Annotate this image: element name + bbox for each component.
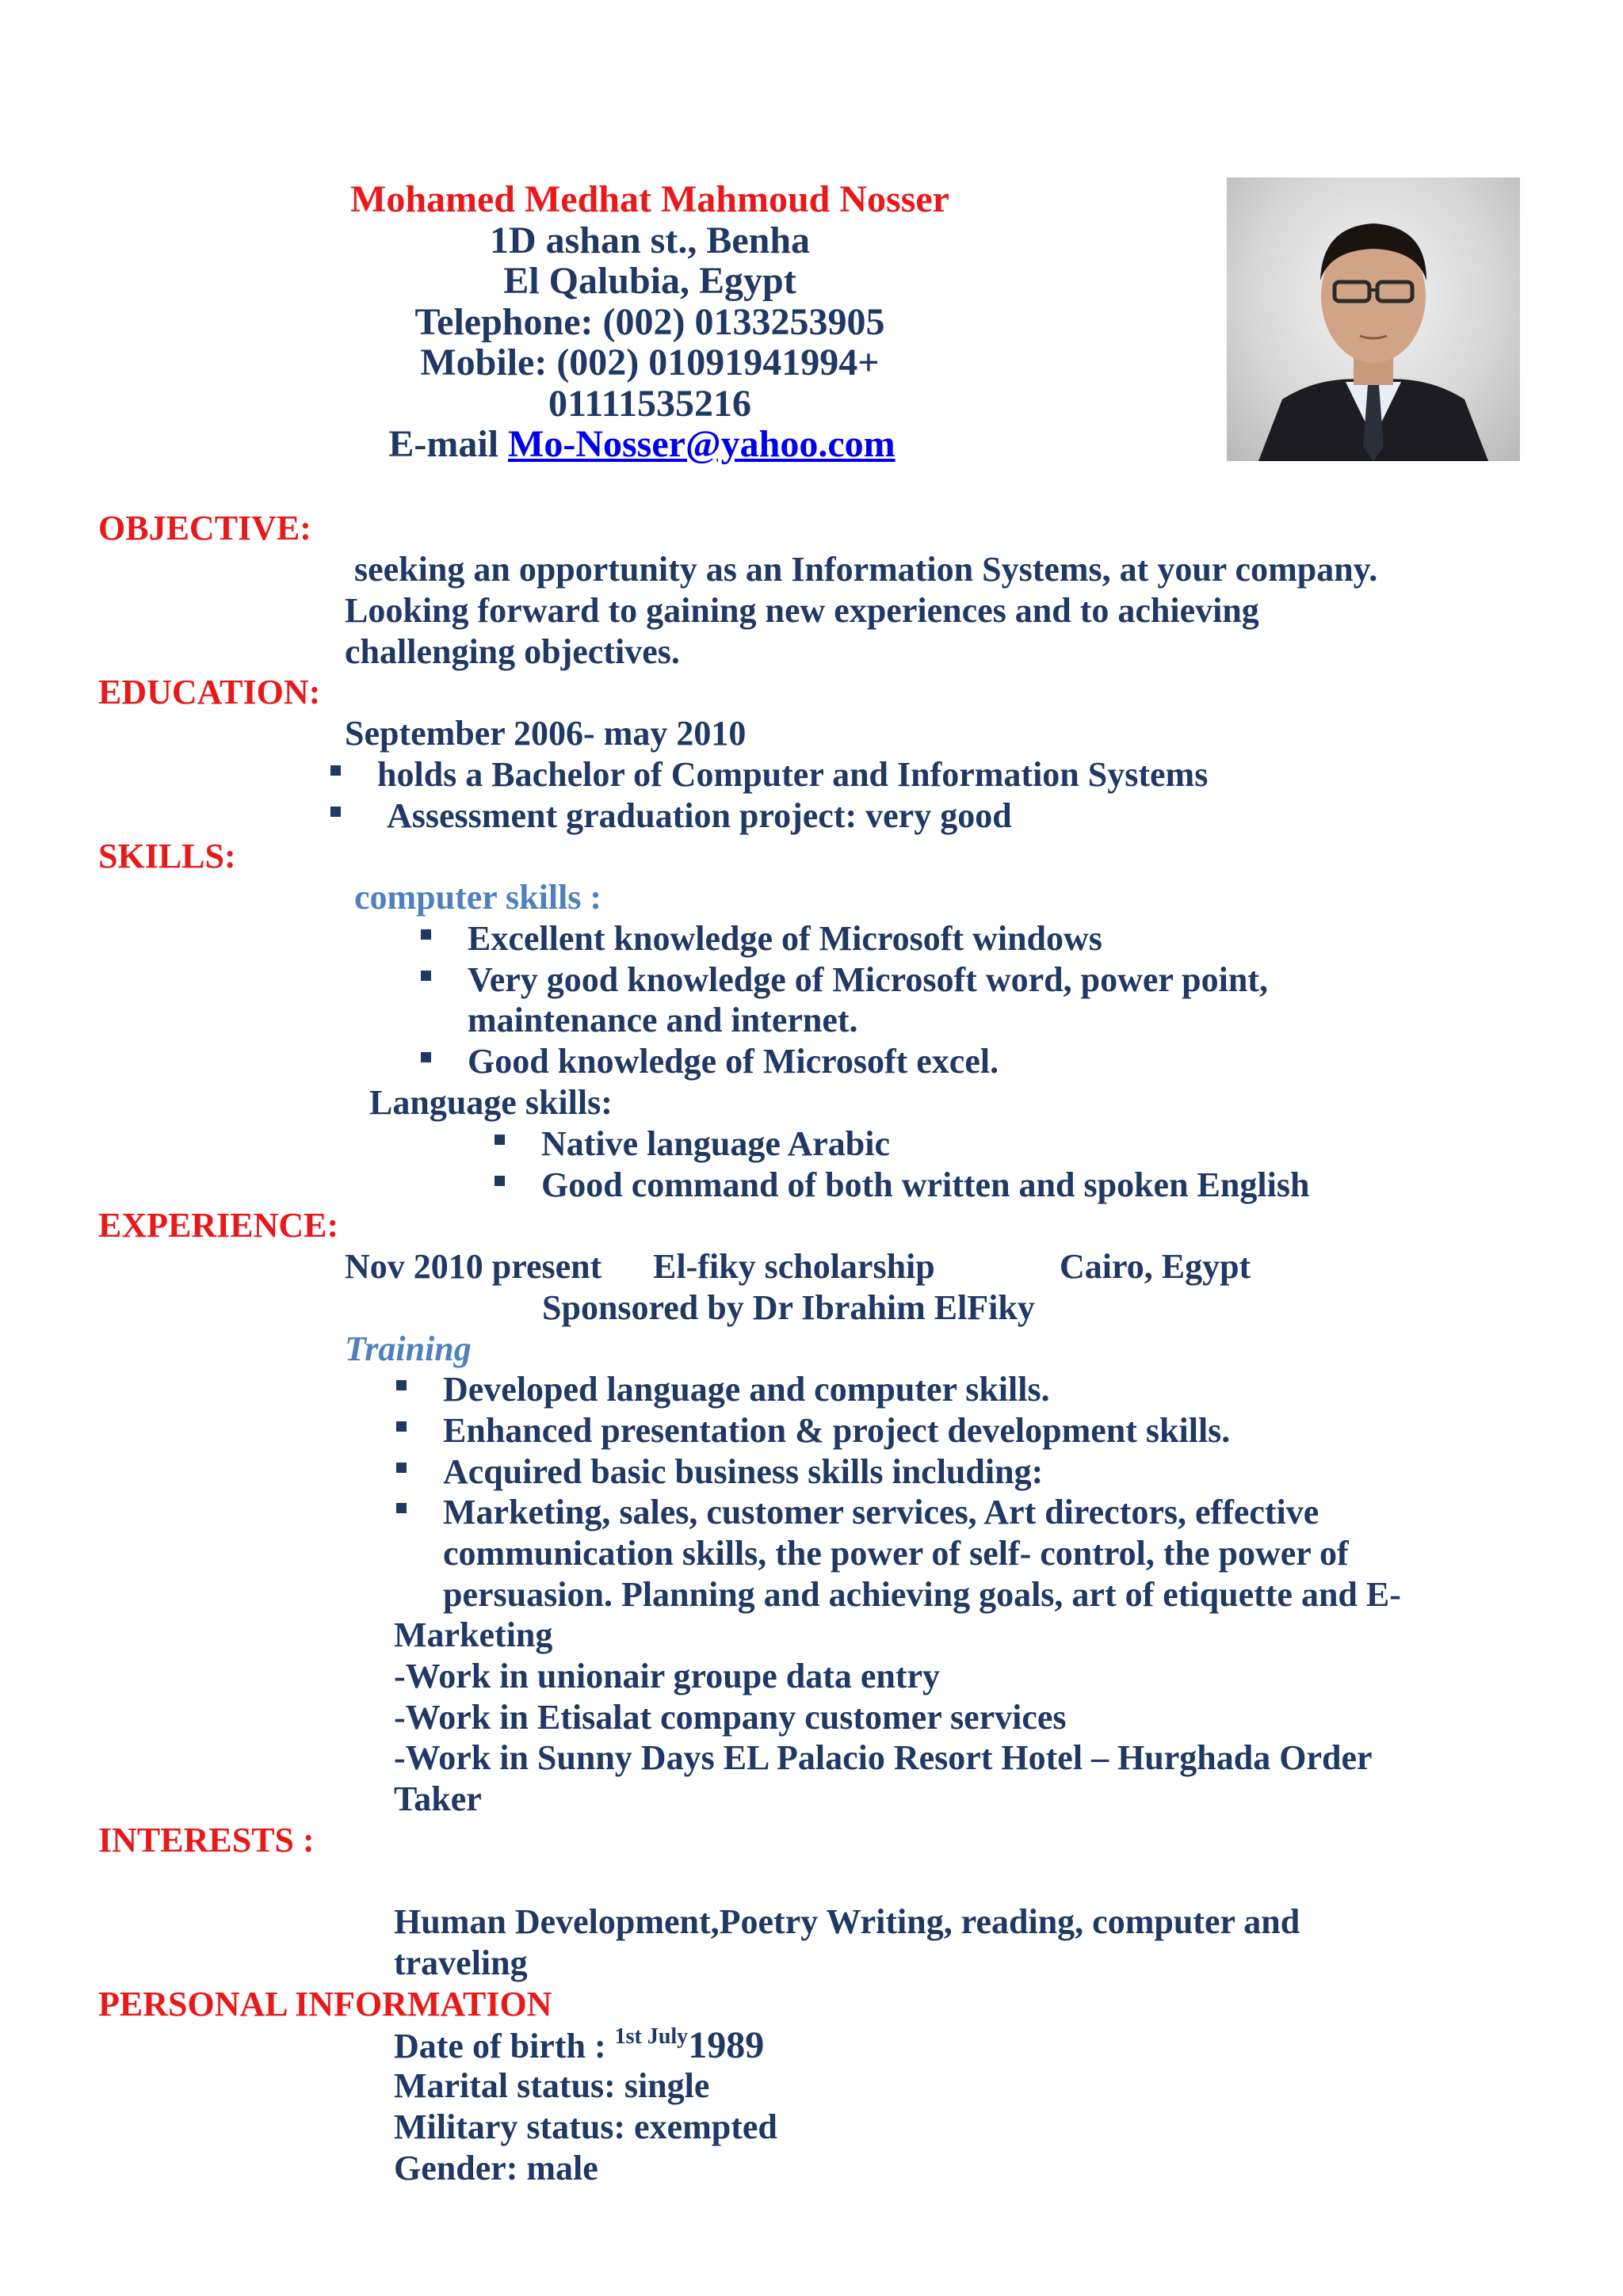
language-skills-heading: Language skills:	[369, 1083, 613, 1122]
education-item: holds a Bachelor of Computer and Information Systems	[377, 755, 1209, 794]
computer-skills-heading: computer skills :	[354, 878, 602, 917]
experience-sponsor: Sponsored by Dr Ibrahim ElFiky	[542, 1288, 1035, 1327]
objective-line: challenging objectives.	[345, 632, 680, 671]
interests-line: traveling	[394, 1943, 528, 1982]
language-skill-item: Good command of both written and spoken English	[541, 1165, 1310, 1204]
computer-skill-item: Excellent knowledge of Microsoft windows	[468, 919, 1102, 958]
computer-skill-item: Good knowledge of Microsoft excel.	[468, 1042, 999, 1081]
experience-location: Cairo, Egypt	[1060, 1247, 1251, 1286]
experience-line: -Work in unionair groupe data entry	[394, 1657, 941, 1695]
training-item: persuasion. Planning and achieving goals, art of etiquette and E-	[443, 1575, 1401, 1614]
profile-photo	[1227, 177, 1520, 461]
address-line-1: 1D ashan st., Benha	[489, 219, 811, 261]
address-line-2: El Qalubia, Egypt	[503, 260, 796, 302]
training-item: Acquired basic business skills including:	[443, 1452, 1044, 1491]
dob-day: 1st July	[614, 2024, 689, 2049]
mobile: Mobile: (002) 01091941994+	[420, 341, 880, 383]
experience-line: -Work in Sunny Days EL Palacio Resort Hotel – Hurghada Order	[394, 1738, 1373, 1777]
interests-line: Human Development,Poetry Writing, reading, computer and	[394, 1902, 1300, 1941]
personal-info-heading: PERSONAL INFORMATION	[98, 1985, 552, 2023]
mobile-2: 01111535216	[548, 383, 752, 425]
training-label: Training	[345, 1329, 472, 1368]
objective-line: seeking an opportunity as an Information Systems, at your company.	[354, 550, 1378, 589]
bullet-icon	[495, 1135, 505, 1145]
skills-heading: SKILLS:	[98, 837, 236, 875]
education-item: Assessment graduation project: very good	[387, 796, 1012, 835]
experience-heading: EXPERIENCE:	[98, 1206, 339, 1245]
experience-line: Taker	[394, 1779, 482, 1818]
bullet-icon	[421, 971, 431, 981]
training-item: communication skills, the power of self- control, the power of	[443, 1534, 1349, 1573]
education-heading: EDUCATION:	[98, 673, 321, 711]
marital-status: Marital status: single	[394, 2066, 710, 2105]
bullet-icon	[330, 807, 341, 817]
bullet-icon	[396, 1503, 407, 1513]
objective-line: Looking forward to gaining new experiences and to achieving	[345, 591, 1259, 630]
computer-skill-item: Very good knowledge of Microsoft word, power point,	[468, 960, 1268, 999]
gender: Gender: male	[394, 2149, 598, 2187]
telephone: Telephone: (002) 0133253905	[414, 301, 885, 343]
email-link[interactable]: Mo-Nosser@yahoo.com	[508, 423, 896, 465]
applicant-name: Mohamed Medhat Mahmoud Nosser	[350, 178, 949, 220]
training-item: Developed language and computer skills.	[443, 1370, 1050, 1409]
experience-line: Marketing	[394, 1615, 553, 1654]
language-skill-item: Native language Arabic	[541, 1124, 890, 1163]
computer-skill-item: maintenance and internet.	[468, 1001, 858, 1039]
bullet-icon	[396, 1463, 407, 1473]
bullet-icon	[421, 1052, 431, 1062]
experience-line: -Work in Etisalat company customer services	[394, 1698, 1067, 1737]
objective-heading: OBJECTIVE:	[98, 509, 311, 547]
experience-period: Nov 2010 present	[345, 1247, 602, 1286]
bullet-icon	[330, 765, 341, 776]
dob-year: 1989	[688, 2024, 765, 2066]
bullet-icon	[421, 929, 431, 940]
date-of-birth	[394, 2025, 764, 2067]
training-item: Marketing, sales, customer services, Art directors, effective	[443, 1493, 1319, 1531]
email-label: E-mail	[388, 423, 499, 465]
bullet-icon	[396, 1380, 407, 1390]
email-line	[388, 424, 895, 465]
military-status: Military status: exempted	[394, 2107, 777, 2146]
bullet-icon	[495, 1176, 505, 1186]
interests-heading: INTERESTS :	[98, 1821, 315, 1859]
training-item: Enhanced presentation & project development skills.	[443, 1411, 1231, 1450]
dob-label: Date of birth :	[394, 2027, 606, 2065]
experience-org: El-fiky scholarship	[653, 1247, 935, 1286]
education-period: September 2006- may 2010	[345, 714, 747, 753]
bullet-icon	[396, 1421, 407, 1432]
